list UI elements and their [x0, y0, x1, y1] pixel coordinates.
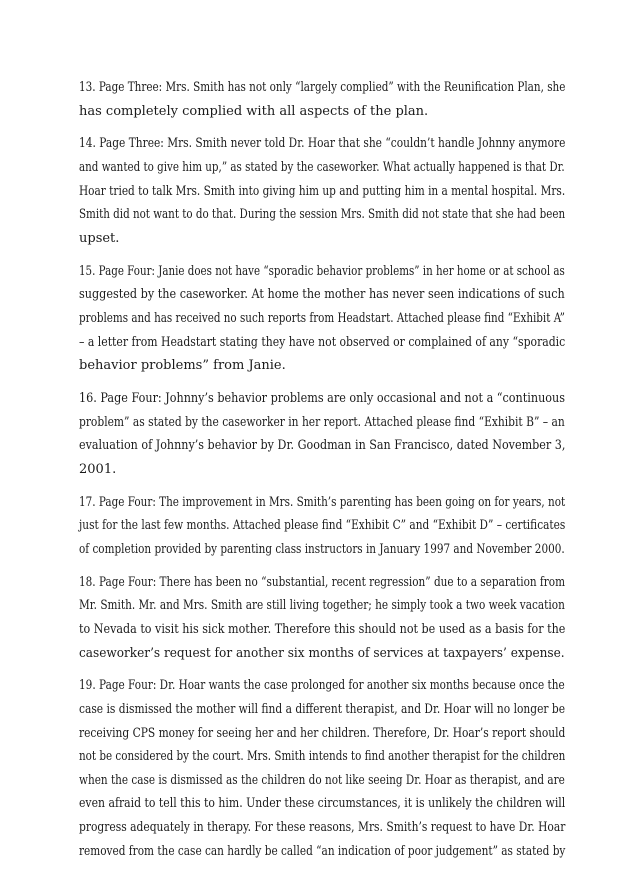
text-line: problems and has received no such reports from Headstart. Attached please find “Exhibit A”: [79, 310, 565, 326]
paragraph-15: [79, 260, 565, 378]
text-line: behavior problems” from Janie.: [79, 358, 286, 374]
text-line: 15. Page Four: Janie does not have “sporadic behavior problems” in her home or at school as: [79, 263, 565, 279]
text-line: 2001.: [79, 461, 117, 477]
text-line: 17. Page Four: The improvement in Mrs. Smith’s parenting has been going on for years, not: [79, 494, 566, 510]
text-line: receiving CPS money for seeing her and her children. Therefore, Dr. Hoar’s report should: [79, 725, 566, 741]
text-line: just for the last few months. Attached please find “Exhibit C” and “Exhibit D” – certificates: [79, 518, 566, 534]
paragraph-19: [79, 674, 565, 863]
text-line: – a letter from Headstart stating they have not observed or complained of any “sporadic: [79, 334, 566, 350]
text-line: and wanted to give him up,” as stated by the caseworker. What actually happened is that Dr.: [79, 160, 565, 176]
text-line: to Nevada to visit his sick mother. Therefore this should not be used as a basis for the: [79, 621, 566, 637]
text-line: caseworker’s request for another six months of services at taxpayers’ expense.: [79, 645, 565, 661]
text-line: Mr. Smith. Mr. and Mrs. Smith are still living together; he simply took a two week vacation: [79, 598, 565, 614]
paragraph-17: [79, 491, 565, 562]
text-line: 13. Page Three: Mrs. Smith has not only “largely complied” with the Reunification Plan, she: [79, 80, 566, 95]
paragraph-18: [79, 571, 565, 665]
text-line: upset.: [79, 230, 120, 246]
text-line: suggested by the caseworker. At home the mother has never seen indications of such: [79, 287, 565, 303]
text-line: removed from the case can hardly be called “an indication of poor judgement” as stated by: [79, 843, 566, 859]
text-line: 19. Page Four: Dr. Hoar wants the case prolonged for another six months because once the: [79, 678, 565, 694]
text-line: Hoar tried to talk Mrs. Smith into giving him up and putting him in a mental hospital. Mrs.: [79, 183, 566, 199]
text-line: case is dismissed the mother will find a different therapist, and Dr. Hoar will no longer be: [79, 702, 566, 718]
text-line: progress adequately in therapy. For these reasons, Mrs. Smith’s request to have Dr. Hoar: [79, 820, 566, 835]
text-line: not be considered by the court. Mrs. Smith intends to find another therapist for the children: [79, 749, 566, 765]
paragraph-13: [79, 76, 565, 123]
text-line: problem” as stated by the caseworker in her report. Attached please find “Exhibit B” – an: [79, 414, 565, 430]
text-line: evaluation of Johnny’s behavior by Dr. Goodman in San Francisco, dated November 3,: [79, 438, 566, 454]
text-line: 14. Page Three: Mrs. Smith never told Dr. Hoar that she “couldn’t handle Johnny anymore: [79, 136, 566, 152]
paragraph-16: [79, 387, 565, 481]
text-line: Smith did not want to do that. During the session Mrs. Smith did not state that she had been: [79, 207, 566, 223]
text-line: has completely complied with all aspects of the plan.: [79, 103, 429, 119]
text-line: 16. Page Four: Johnny’s behavior problems are only occasional and not a “continuous: [79, 391, 565, 407]
text-line: when the case is dismissed as the children do not like seeing Dr. Hoar as therapist, and are: [79, 772, 565, 788]
text-line: 18. Page Four: There has been no “substantial, recent regression” due to a separation from: [79, 574, 566, 590]
document-body: [79, 76, 565, 872]
text-line: even afraid to tell this to him. Under these circumstances, it is unlikely the children will: [79, 796, 566, 812]
paragraph-14: [79, 132, 565, 250]
text-line: of completion provided by parenting class instructors in January 1997 and November 2000.: [79, 541, 565, 557]
